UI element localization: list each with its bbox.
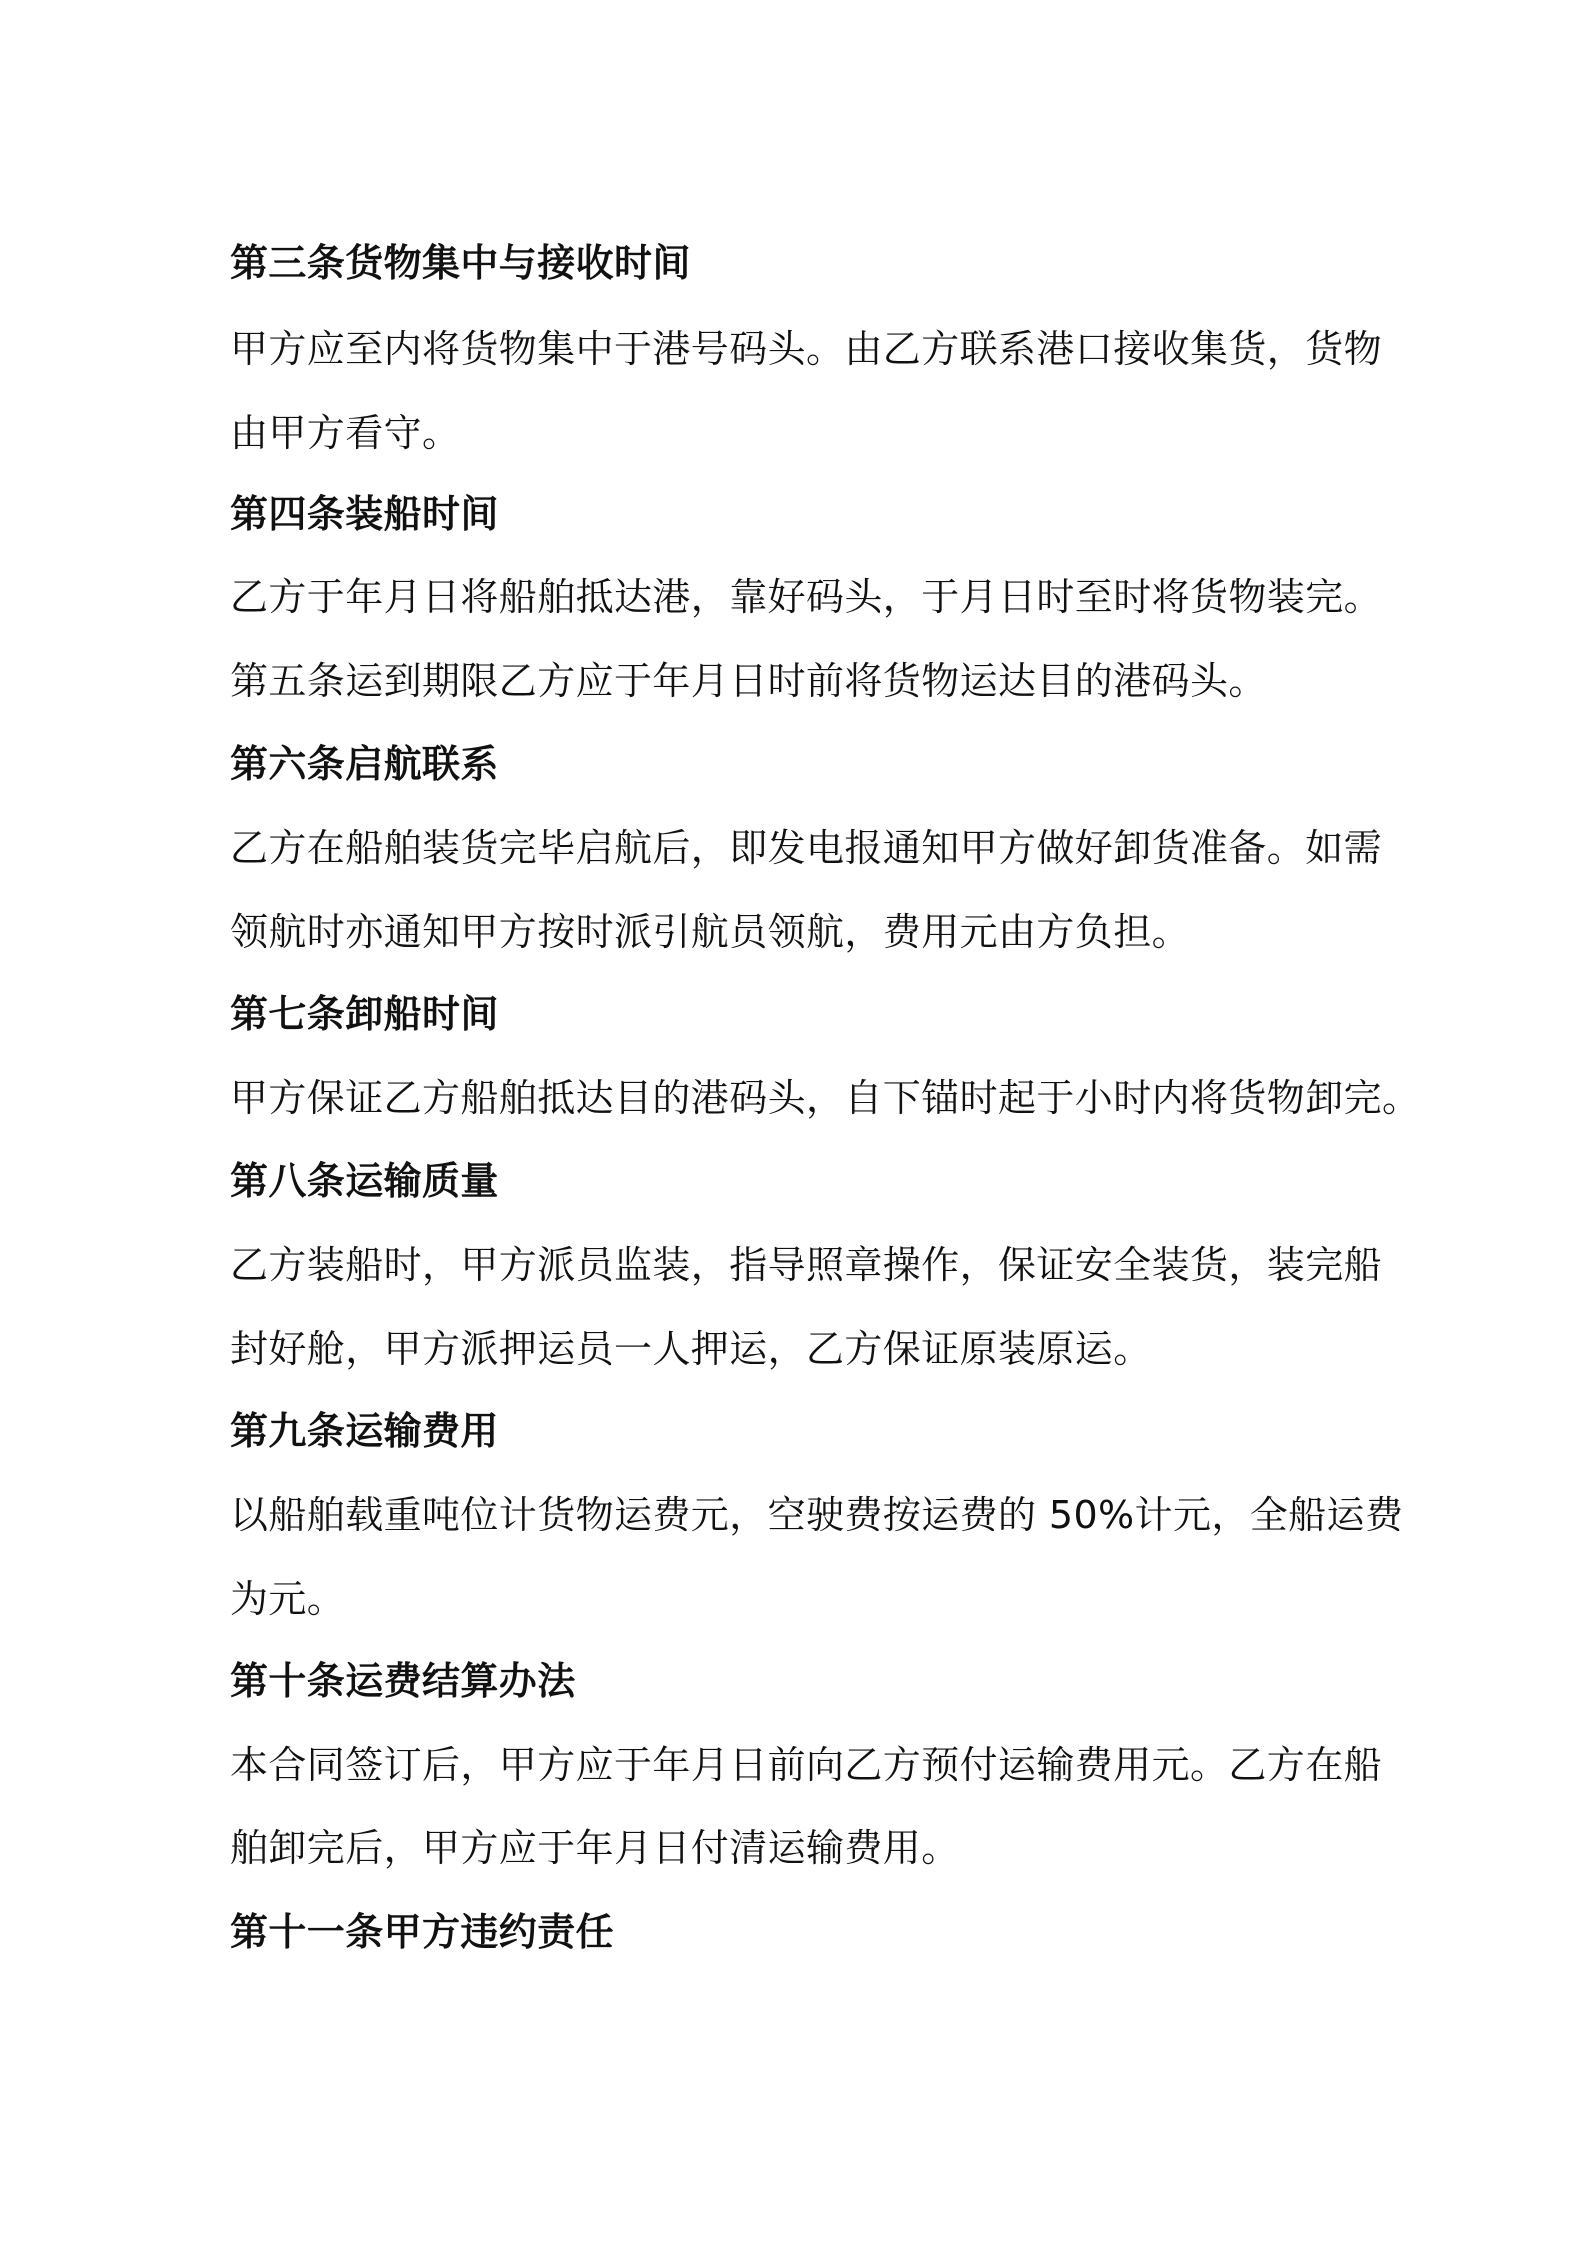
- article-3-heading: 第三条货物集中与接收时间: [230, 241, 691, 285]
- article-10-heading: 第十条运费结算办法: [230, 1659, 576, 1703]
- article-9-body-line-2: 为元。: [230, 1577, 346, 1621]
- article-3-body-line-2: 由甲方看守。: [230, 411, 461, 455]
- article-6-heading: 第六条启航联系: [230, 742, 499, 786]
- article-7-heading: 第七条卸船时间: [230, 992, 499, 1036]
- article-5-line: 第五条运到期限乙方应于年月日时前将货物运达目的港码头。: [230, 659, 1267, 703]
- article-6-body-line-2: 领航时亦通知甲方按时派引航员领航，费用元由方负担。: [230, 910, 1191, 954]
- article-7-body: 甲方保证乙方船舶抵达目的港码头，自下锚时起于小时内将货物卸完。: [230, 1076, 1421, 1120]
- article-8-body-line-1: 乙方装船时，甲方派员监装，指导照章操作，保证安全装货，装完船: [230, 1243, 1383, 1287]
- article-8-body-line-2: 封好舱，甲方派押运员一人押运，乙方保证原装原运。: [230, 1327, 1152, 1371]
- article-4-heading: 第四条装船时间: [230, 492, 499, 536]
- article-9-body-line-1: 以船舶载重吨位计货物运费元，空驶费按运费的 50%计元，全船运费: [230, 1493, 1404, 1537]
- article-8-heading: 第八条运输质量: [230, 1159, 499, 1203]
- article-9-heading: 第九条运输费用: [230, 1409, 499, 1453]
- article-10-body-line-2: 舶卸完后，甲方应于年月日付清运输费用。: [230, 1826, 960, 1870]
- article-10-body-line-1: 本合同签订后，甲方应于年月日前向乙方预付运输费用元。乙方在船: [230, 1743, 1383, 1787]
- article-4-body: 乙方于年月日将船舶抵达港，靠好码头，于月日时至时将货物装完。: [230, 575, 1383, 619]
- article-6-body-line-1: 乙方在船舶装货完毕启航后，即发电报通知甲方做好卸货准备。如需: [230, 826, 1383, 870]
- article-11-heading: 第十一条甲方违约责任: [230, 1910, 615, 1954]
- article-3-body-line-1: 甲方应至内将货物集中于港号码头。由乙方联系港口接收集货，货物: [230, 327, 1383, 371]
